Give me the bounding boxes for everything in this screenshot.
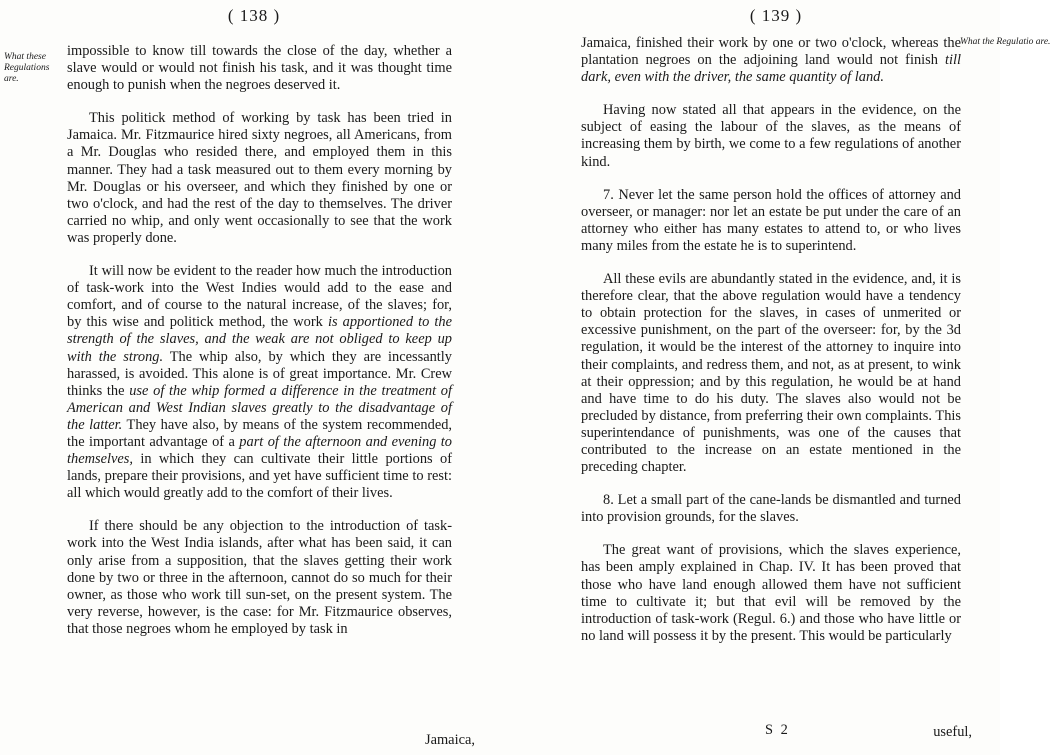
paragraph: The great want of provisions, which the slaves experience, has been amply explained in Chap. IV. It has been proved that those who have land enough allowed them have not sufficient time to cultivate it; but that evil will be removed by the introduction of task-work (Regul. 6.) and those who have little or no land will possess it by the present. This would be particularly: [581, 542, 961, 644]
paragraph: If there should be any objection to the introduction of task-work into the West India islands, after what has been said, it can only arise from a supposition, that the slaves getting their work done by two or three in the afternoon, cannot do so much for their owner, as those who work till sun-set, on the present system. The very reverse, however, is the case: for Mr. Fitzmaurice observes, that those negroes whom he employed by task in: [67, 518, 452, 637]
italic-text-run: till dark, even with the driver, the same quantity of land.: [581, 52, 961, 86]
signature-mark: S 2: [765, 722, 790, 738]
page-number-right: ( 139 ): [749, 6, 803, 25]
page-number-left: ( 138 ): [227, 6, 281, 25]
left-text-column: [67, 43, 452, 654]
catchword-left: Jamaica,: [425, 732, 475, 748]
left-page: [0, 0, 500, 755]
text-run: The whip also, by which they are incessantly harassed, is avoided. This alone is of great importance. Mr. Crew thinks the: [67, 348, 452, 399]
paragraph: 8. Let a small part of the cane-lands be dismantled and turned into provision grounds, for the slaves.: [581, 492, 961, 526]
italic-text-run: is apportioned to the strength of the slaves, and the weak are not obliged to keep up with the strong.: [67, 314, 452, 365]
paragraph: All these evils are abundantly stated in the evidence, and, it is therefore clear, that the above regulation would have a tendency to obtain protection for the slaves, in cases of unmerited or excessive punishment, on the part of the overseer: for, by the 3d regulation, it would be the interest of the attorney to inquire into their complaints, and redress them, and not, as at present, to wink at their oppression; and by this regulation, he would be at hand and have time to do his duty. The slaves also would not be precluded by distance, from preferring their own complaints. This superintendance of punishments, was one of the causes that contributed to the increase on an estate mentioned in the preceding chapter.: [581, 271, 961, 476]
right-page: [500, 0, 1050, 755]
margin-note-right: What the Regulatio are.: [960, 37, 1050, 47]
catchword-right: useful,: [933, 724, 972, 740]
paragraph: This politick method of working by task has been tried in Jamaica. Mr. Fitzmaurice hired sixty negroes, all Americans, from a Mr. Douglas who resided there, and employed them in this manner. They had a task measured out to them every morning by Mr. Douglas or his overseer, and which they finished by one or two o'clock, and had the rest of the day to themselves. The driver carried no whip, and only went occasionally to see that the work was properly done.: [67, 110, 452, 246]
italic-text-run: use of the whip formed a difference in the treatment of American and West Indian slaves greatly to the disadvantage of the latter.: [67, 382, 452, 433]
text-run: It will now be evident to the reader how much the introduction of task-work into the West Indies would add to the ease and comfort, and of course to the natural increase, of the slaves; for, by this wise and politick method, the work: [67, 263, 452, 331]
italic-text-run: part of the afternoon and evening to themselves,: [67, 433, 452, 468]
text-run: They have also, by means of the system recommended, the important advantage of a: [67, 416, 452, 450]
paragraph: Having now stated all that appears in the evidence, on the subject of easing the labour of the slaves, as the means of increasing them by birth, we come to a few regulations of another kind.: [581, 102, 961, 170]
text-run: in which they can cultivate their little portions of lands, prepare their provisions, and yet have sufficient time to rest: all which would greatly add to the comfort of their lives.: [67, 451, 452, 502]
margin-note-left: What these Regulations are.: [4, 52, 50, 84]
paragraph: [67, 263, 452, 502]
paragraph: 7. Never let the same person hold the offices of attorney and overseer, or manager: nor let an estate be put under the care of an attorney who either has many estates to attend to, or who lives many miles from the estate he is to superintend.: [581, 186, 961, 254]
paragraph: [581, 35, 961, 86]
paragraph: impossible to know till towards the close of the day, whether a slave would or would not finish his task, and it was thought time enough to punish when the negroes deserved it.: [67, 43, 452, 94]
right-text-column: [581, 35, 961, 661]
text-run: Jamaica, finished their work by one or two o'clock, whereas the plantation negroes on the adjoining land would not finish: [581, 35, 961, 69]
